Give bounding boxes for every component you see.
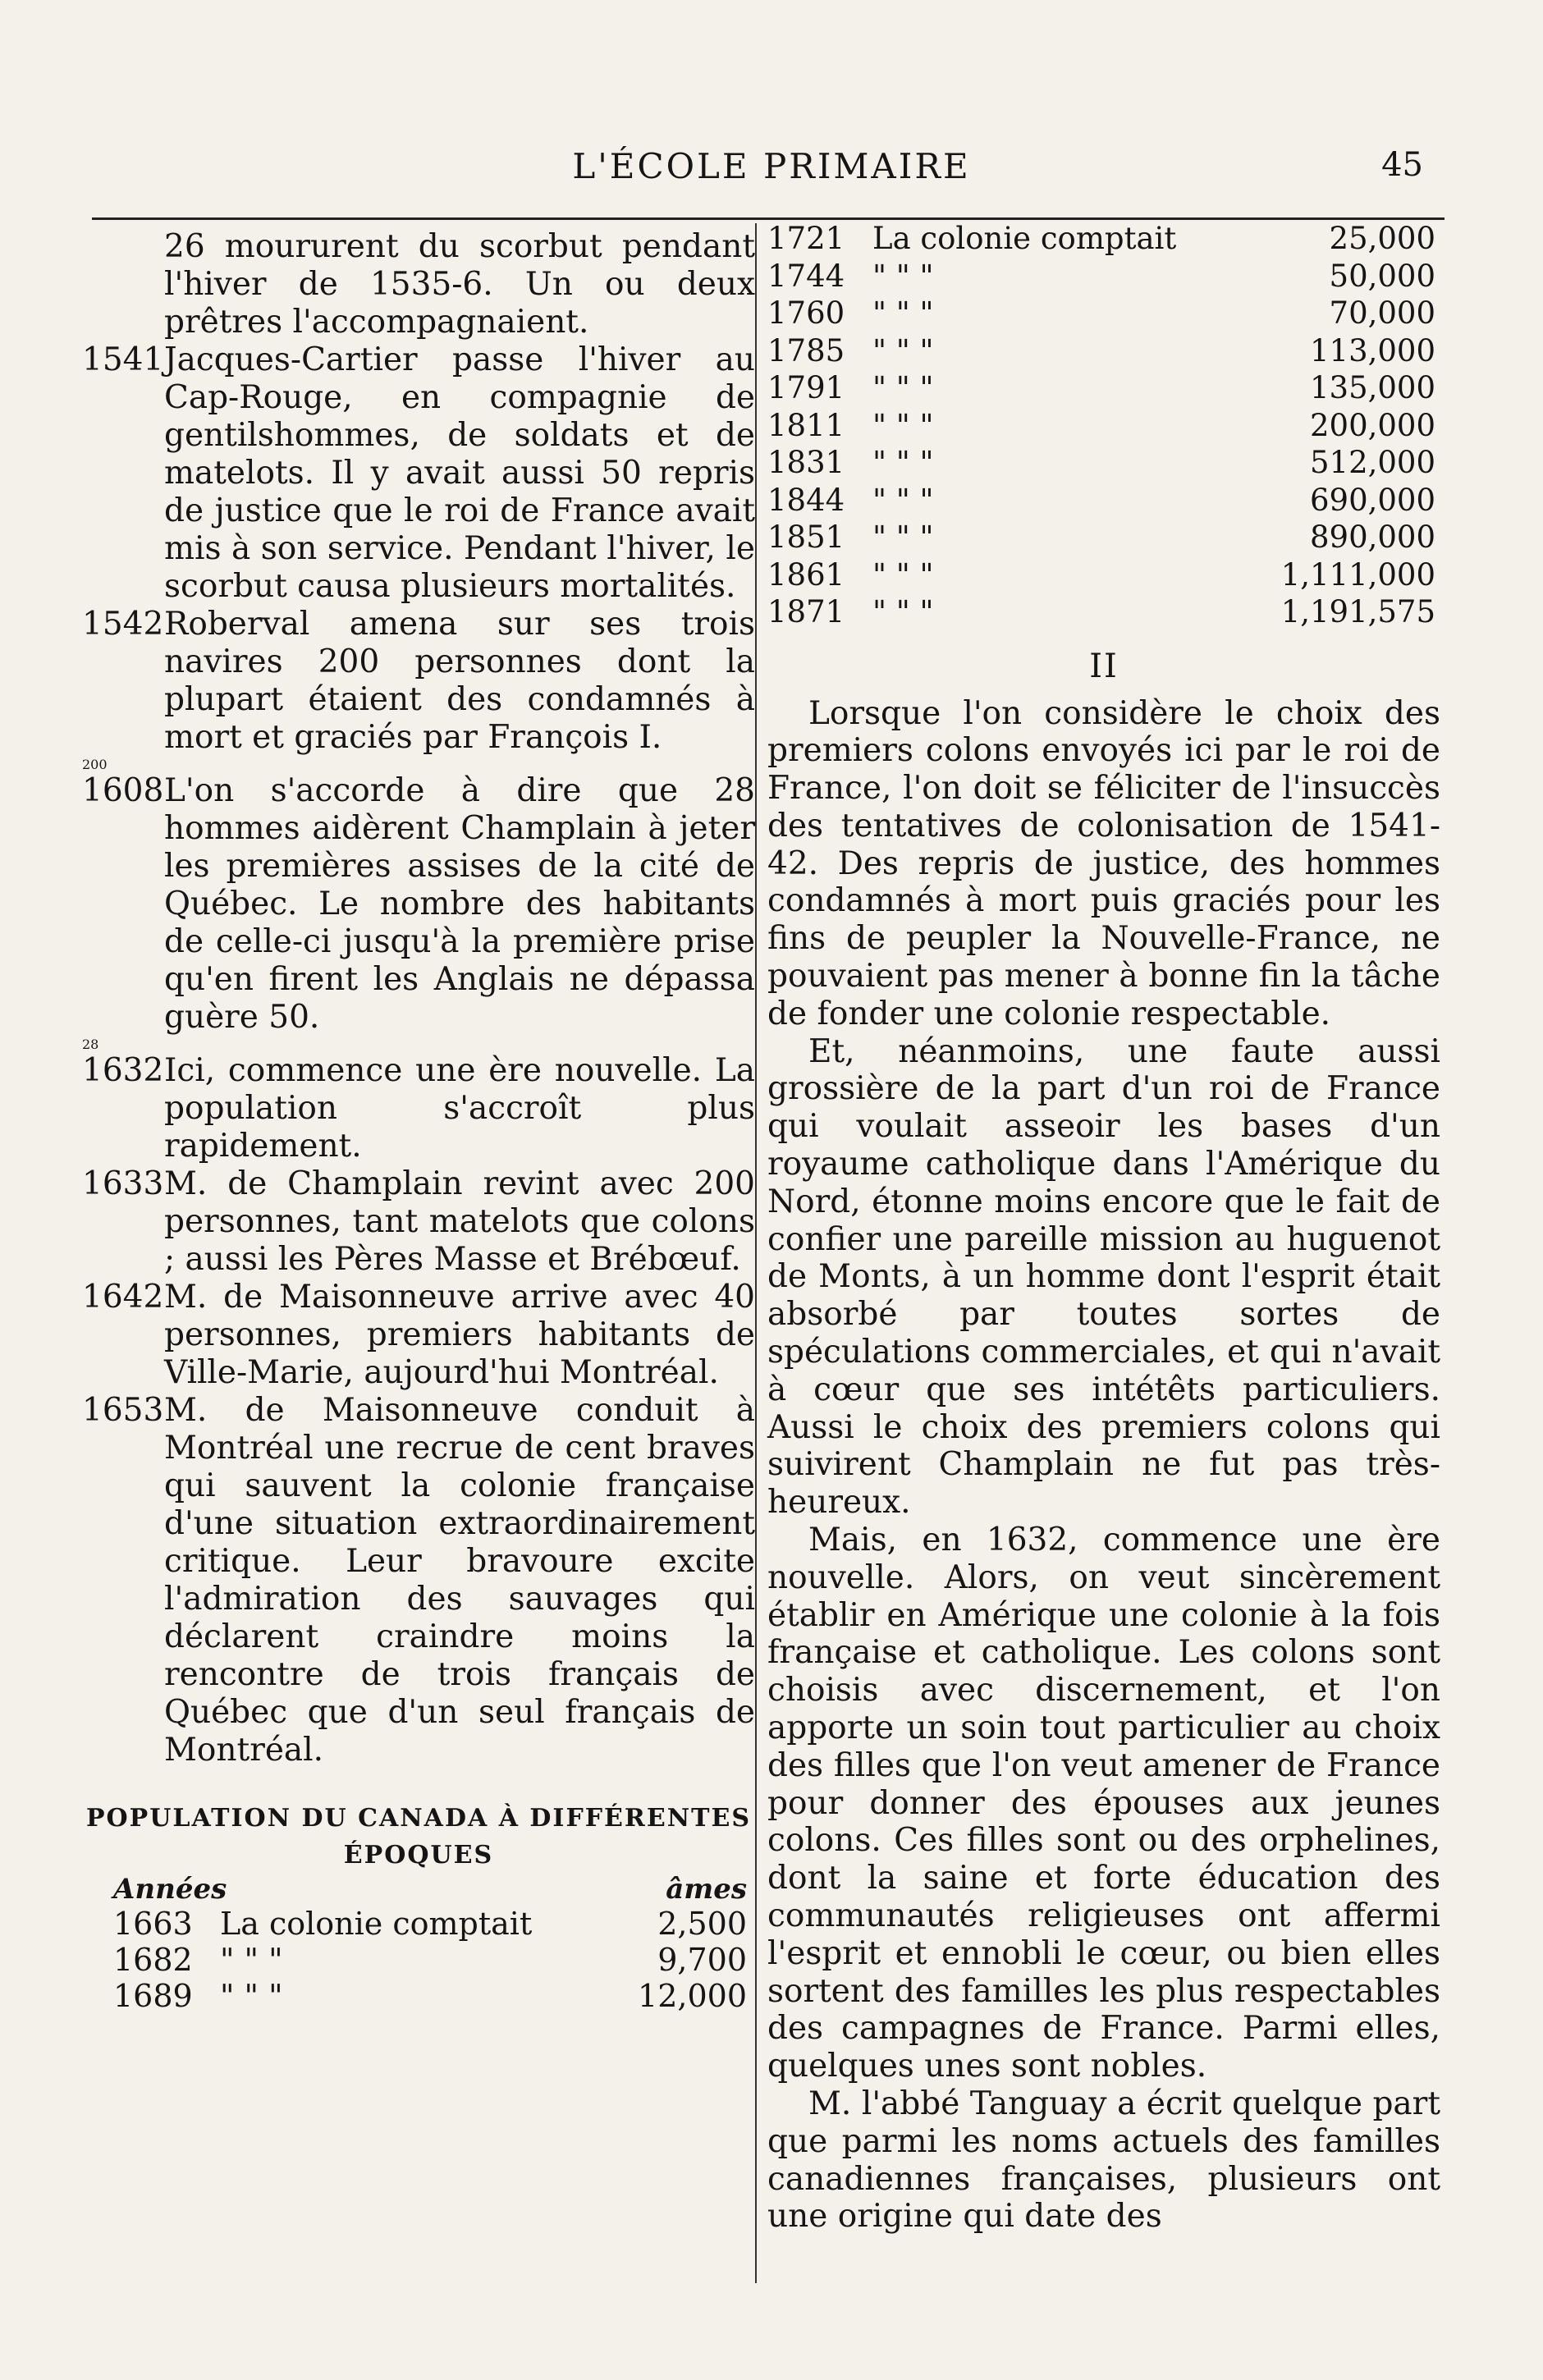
population-value: 2,500	[657, 1906, 747, 1942]
chronology-row	[82, 1165, 755, 1279]
population-label: " " "	[220, 1978, 283, 2014]
column-divider	[755, 223, 757, 2283]
population-row	[767, 593, 1440, 631]
chronology-row	[82, 1392, 755, 1769]
entry-text: L'on s'accorde à dire que 28 hommes aidèrent Champlain à jeter les premières assises de la cité de Québec. Le nombre des habitants de celle-ci jusqu'à la première prise qu'en firent les Anglais ne dépassa guère 50.	[164, 772, 755, 1036]
population-value: 9,700	[657, 1942, 747, 1978]
population-row	[767, 220, 1440, 258]
chronology-row	[82, 1052, 755, 1165]
chronology-entry	[82, 1279, 755, 1392]
population-row	[767, 482, 1440, 519]
population-year: 1721	[767, 221, 845, 256]
entry-year: 1542	[82, 606, 164, 643]
paragraph: Et, néanmoins, une faute aussi grossière de la part d'un roi de France qui voulait asseoir les bases d'un royaume catholique dans l'Amérique du Nord, étonne moins encore que le fait de confier une pareille mission au huguenot de Monts, à un homme dont l'esprit était absorbé par toutes sortes de spéculations commerciales, et qui n'avait à cœur que ses intétêts particuliers. Aussi le choix des premiers colons qui suivirent Champlain ne fut pas très-heureux.	[767, 1032, 1440, 1522]
entry-year: 1642	[82, 1279, 164, 1316]
right-column	[767, 220, 1440, 2236]
paragraph: M. l'abbé Tanguay a écrit quelque part que parmi les noms actuels des familles canadiennes françaises, plusieurs ont une origine qui date des	[767, 2085, 1440, 2236]
entry-text: Ici, commence une ère nouvelle. La population s'accroît plus rapidement.	[164, 1052, 755, 1165]
population-year: 1760	[767, 295, 845, 331]
population-table-right	[767, 220, 1440, 631]
population-title: POPULATION DU CANADA À DIFFÉRENTES	[85, 1804, 752, 1833]
population-label: " " "	[872, 482, 934, 518]
population-value: 25,000	[1329, 221, 1435, 256]
population-row	[767, 258, 1440, 295]
population-row	[767, 332, 1440, 370]
population-value: 1,111,000	[1280, 556, 1435, 593]
population-value: 12,000	[638, 1978, 747, 2014]
paragraph: Mais, en 1632, commence une ère nouvelle. Alors, on veut sincèrement établir en Amérique une colonie à la fois française et catholique. Les colons sont choisis avec discernement, et l'on apporte un soin tout particulier au choix des filles que l'on veut amener de France pour donner des épouses aux jeunes colons. Ces filles sont ou des orphelines, dont la saine et forte éducation des communautés religieuses ont affermi l'esprit et ennobli le cœur, ou bien elles sortent des familles les plus respectables des campagnes de France. Parmi elles, quelques unes sont nobles.	[767, 1522, 1440, 2085]
population-column-headers	[82, 1873, 755, 1906]
population-row	[767, 444, 1440, 482]
population-value: 690,000	[1309, 482, 1435, 518]
population-row	[767, 556, 1440, 594]
population-value: 113,000	[1309, 332, 1435, 368]
population-year: 1663	[113, 1906, 193, 1942]
chronology-entry	[82, 1052, 755, 1165]
population-label: " " "	[220, 1942, 283, 1978]
entry-year: 1541	[82, 341, 164, 378]
population-year: 1744	[767, 258, 845, 294]
population-year: 1785	[767, 332, 845, 368]
population-row	[767, 519, 1440, 556]
population-year: 1689	[113, 1978, 193, 2014]
population-label: " " "	[872, 370, 934, 405]
population-year: 1851	[767, 519, 845, 555]
entry-text: Roberval amena sur ses trois navires 200 personnes dont la plupart étaient des condamnés à mort et graciés par François I.	[164, 606, 755, 756]
population-year: 1791	[767, 370, 845, 405]
section-body	[767, 695, 1440, 2236]
population-year: 1871	[767, 594, 845, 629]
entry-text: Jacques-Cartier passe l'hiver au Cap-Rouge, en compagnie de gentilshommes, de soldats et de matelots. Il y avait aussi 50 repris de justice que le roi de France avait mis à son service. Pendant l'hiver, le scorbut causa plusieurs mortalités.	[164, 341, 755, 605]
population-year: 1861	[767, 556, 845, 593]
population-label: " " "	[872, 407, 934, 443]
margin-count: 28	[82, 1037, 99, 1052]
chronology-row	[82, 1279, 755, 1392]
population-value: 200,000	[1309, 407, 1435, 443]
population-label: " " "	[872, 519, 934, 555]
population-row	[82, 1906, 755, 1942]
population-label: " " "	[872, 594, 934, 629]
population-year: 1831	[767, 445, 845, 480]
entry-text: M. de Maisonneuve conduit à Montréal une recrue de cent braves qui sauvent la colonie française d'une situation extraordinairement critique. Leur bravoure excite l'admiration des sauvages qui déclarent craindre moins la rencontre de trois français de Québec que d'un seul français de Montréal.	[164, 1392, 755, 1769]
chronology-entry	[82, 341, 755, 606]
margin-count: 200	[82, 757, 108, 772]
entry-year: 1632	[82, 1052, 164, 1089]
chronology-row	[82, 341, 755, 606]
population-label: " " "	[872, 556, 934, 593]
running-title: L'ÉCOLE PRIMAIRE	[572, 146, 971, 186]
chronology-entry	[82, 1392, 755, 1769]
population-value: 50,000	[1329, 258, 1435, 294]
population-value: 1,191,575	[1280, 594, 1435, 629]
population-label: " " "	[872, 445, 934, 480]
population-year: 1811	[767, 407, 845, 443]
paragraph: Lorsque l'on considère le choix des premiers colons envoyés ici par le roi de France, l'on doit se féliciter de l'insuccès des tentatives de colonisation de 1541-42. Des repris de justice, des hommes condamnés à mort puis graciés pour les fins de peupler la Nouvelle-France, ne pouvaient pas mener à bonne fin la tâche de fonder une colonie respectable.	[767, 694, 1440, 1032]
chronology-row	[82, 772, 755, 1037]
page-number: 45	[1381, 146, 1423, 184]
chronology-entry	[82, 606, 755, 772]
section-number: II	[1089, 647, 1119, 685]
entry-year: 1653	[82, 1392, 164, 1429]
chronology-row	[82, 228, 755, 341]
population-label: " " "	[872, 295, 934, 331]
population-value: 135,000	[1309, 370, 1435, 405]
population-row	[82, 1978, 755, 2014]
entry-text: M. de Champlain revint avec 200 personnes, tant matelots que colons ; aussi les Pères Masse et Brébœuf.	[164, 1165, 755, 1278]
entry-text: M. de Maisonneuve arrive avec 40 personnes, premiers habitants de Ville-Marie, aujourd'hui Montréal.	[164, 1279, 755, 1391]
population-year: 1844	[767, 482, 845, 518]
population-label: La colonie comptait	[220, 1906, 533, 1942]
population-label: La colonie comptait	[872, 221, 1177, 256]
entry-text: 26 moururent du scorbut pendant l'hiver de 1535-6. Un ou deux prêtres l'accompagnaient.	[164, 228, 755, 341]
chronology-row	[82, 606, 755, 757]
chronology-entry	[82, 772, 755, 1052]
souls-header: âmes	[666, 1873, 747, 1906]
population-row	[82, 1942, 755, 1978]
entry-year: 1608	[82, 772, 164, 809]
population-label: " " "	[872, 258, 934, 294]
population-label: " " "	[872, 332, 934, 368]
population-value: 890,000	[1309, 519, 1435, 555]
population-row	[767, 369, 1440, 407]
population-subtitle: ÉPOQUES	[343, 1841, 494, 1870]
years-header: Années	[113, 1873, 227, 1906]
population-table-left	[82, 1906, 755, 2014]
entry-year	[82, 228, 164, 341]
chronology-entry	[82, 1165, 755, 1279]
left-column	[82, 228, 755, 2014]
entry-year: 1633	[82, 1165, 164, 1202]
chronology-list	[82, 228, 755, 1769]
population-year: 1682	[113, 1942, 193, 1978]
population-value: 512,000	[1309, 445, 1435, 480]
page-header	[0, 146, 1543, 195]
population-value: 70,000	[1329, 295, 1435, 331]
chronology-entry	[82, 228, 755, 341]
population-row	[767, 295, 1440, 332]
population-row	[767, 407, 1440, 445]
